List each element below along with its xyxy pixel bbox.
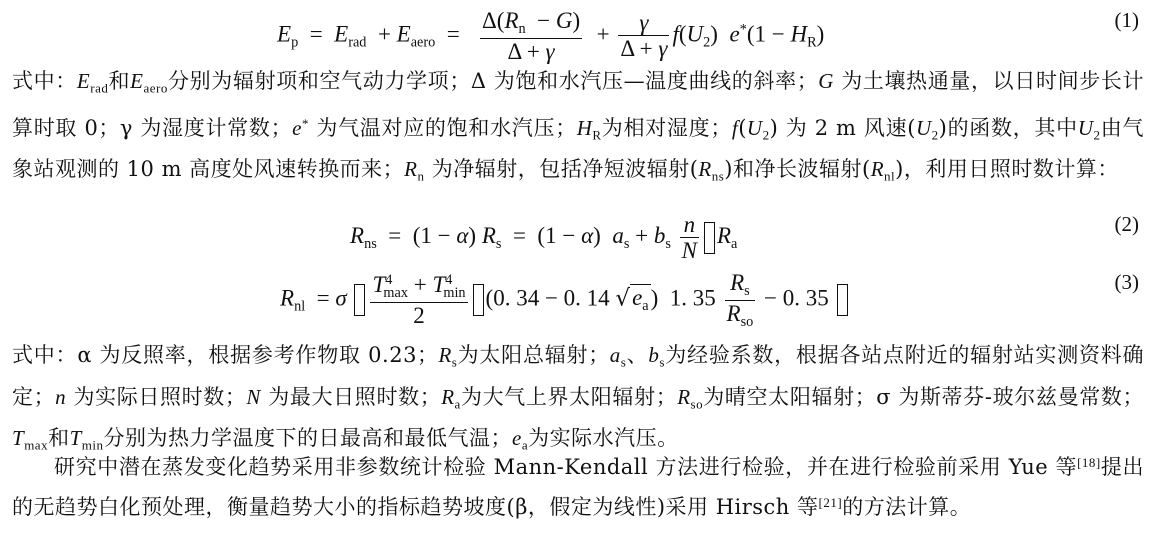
equation-3-fraction-r: $\frac{R_s}{R_{so}}$ — [726, 270, 754, 330]
bracket-glyph — [354, 284, 365, 316]
equation-1-fraction-b: $\frac{\gamma}{\Delta + \gamma}$ — [620, 10, 668, 62]
citation-21: [21] — [818, 495, 843, 511]
equation-3-body: $R_{nl} = \sigma$ $\frac{T^4_{max} + T^4_{min}}{2}$ (0. 34 − 0. 14 $√e_a$) 1. 35 $\frac{R_s}{R_{so}}$ − 0. 35 — [280, 270, 850, 330]
paragraph-2: 式中：α 为反照率，根据参考作物取 0.23；$R_s$为太阳总辐射；$a_s$、$b_s$为经验系数，根据各站点附近的辐射站实测资料确定；n 为实际日照时数；N 为最大日照时数；$R_a$为大气上界太阳辐射；$R_{so}$为晴空太阳辐射；σ 为斯蒂芬-玻尔兹曼常数；$T_{max}$和$T_{min}$分别为热力学温度下的日最高和最低气温；$e_a$为实际水汽压。 — [12, 343, 1145, 453]
equation-1-fraction-a: $\frac{\Delta(R_n - G)}{\Delta + \gamma}$ — [482, 8, 581, 64]
equation-1-body: $E_p = E_{rad} + E_{aero}$ = $\frac{\Delta(R_n - G)}{\Delta + \gamma}$ + $\frac{\gamma}{\Delta + \gamma}$ $f(U_2) e^*(1 - H_R)$ — [277, 8, 825, 64]
equation-3-fraction-t: $\frac{T^4_{max} + T^4_{min}}{2}$ — [372, 272, 466, 328]
equation-3-number: (3) — [1114, 270, 1139, 294]
equation-1-number: (1) — [1114, 8, 1139, 32]
paragraph-1: 式中：$E_{rad}$和$E_{aero}$分别为辐射项和空气动力学项；Δ 为饱和水汽压—温度曲线的斜率；G 为土壤热通量，以日时间步长计算时取 0；γ 为湿度计常数；e* 为气温对应的饱和水汽压；$H_R$为相对湿度；$f(U_2)$ 为 2 m 风速$(U_2)$的函数，其中$U_2$由气象站观测的 10 m 高度处风速转换而来；$R_n$ 为净辐射，包括净短波辐射$(R_{ns})$和净长波辐射$(R_{nl})$，利用日照时数计算： — [12, 69, 1145, 184]
equation-2-body: $R_{ns} = (1 - \alpha) R_s = (1 - \alpha) a_s + b_s$ $\frac{n}{N}$ $R_a$ — [350, 212, 738, 264]
paragraph-3: 研究中潜在蒸发变化趋势采用非参数统计检验 Mann-Kendall 方法进行检验，并在进行检验前采用 Yue 等[18]提出的无趋势白化预处理，衡量趋势大小的指标趋势坡度(β，假定为线性)采用 Hirsch 等[21]的方法计算。 — [12, 455, 1144, 520]
citation-18: [18] — [1077, 455, 1101, 470]
bracket-glyph — [837, 284, 848, 316]
bracket-glyph — [473, 284, 484, 316]
equation-2-fraction: $\frac{n}{N}$ — [681, 212, 697, 264]
bracket-glyph — [704, 222, 715, 254]
equation-2-number: (2) — [1114, 212, 1139, 236]
